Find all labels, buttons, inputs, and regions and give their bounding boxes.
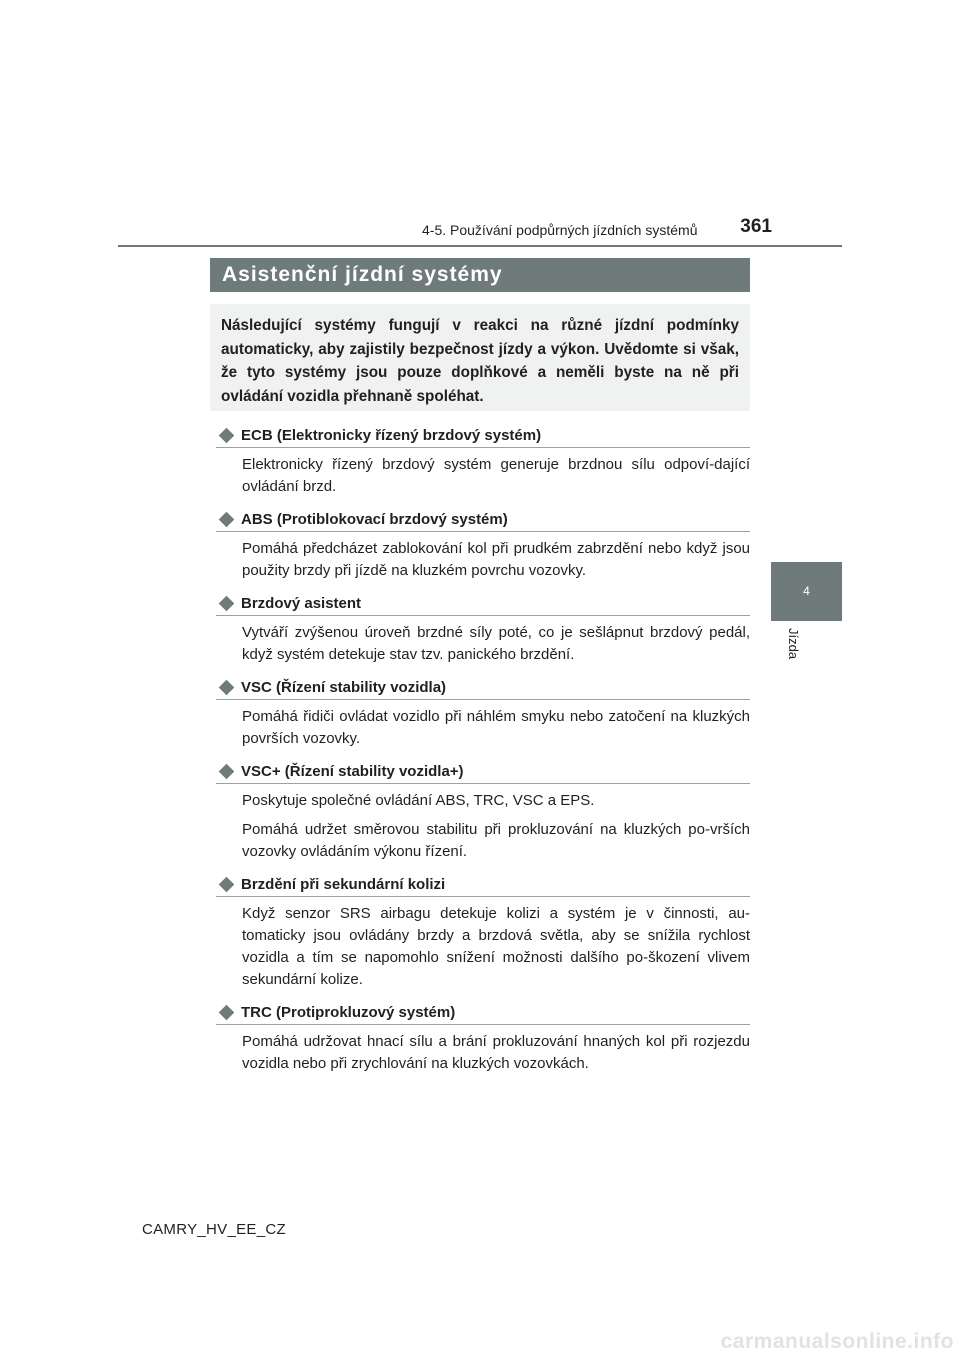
section-body <box>216 622 750 666</box>
section-heading <box>216 507 750 532</box>
page-title: Asistenční jízdní systémy <box>210 258 750 292</box>
diamond-bullet-icon <box>219 876 235 892</box>
section-body <box>216 454 750 498</box>
section-paragraph: Pomáhá předcházet zablokování kol při prudkém zabrzdění nebo když jsou použity brzdy při jízdě na kluzkém povrchu vozovky. <box>242 540 750 579</box>
section-paragraph: Vytváří zvýšenou úroveň brzdné síly poté, co je sešlápnut brzdový pedál, když systém detekuje stav tzv. panického brzdění. <box>242 624 750 663</box>
page-number: 361 <box>740 216 772 237</box>
section-paragraph: Pomáhá udržovat hnací sílu a brání prokluzování hnaných kol při rozjezdu vozidla nebo při zrychlování na kluzkých vozovkách. <box>242 1033 750 1072</box>
section-heading <box>216 1000 750 1025</box>
section-heading-text: TRC (Protiprokluzový systém) <box>241 1003 456 1021</box>
section-item <box>216 507 750 582</box>
diamond-bullet-icon <box>219 1004 235 1020</box>
section-paragraph: Když senzor SRS airbagu detekuje kolizi a systém je v činnosti, au-tomaticky jsou ovládány brzdy a brzdová světla, aby se snížila rychlost vozidla a tím se napomohlo snížení možnosti dalšího po-škození vlivem sekundární kolize. <box>242 905 750 988</box>
section-body <box>216 706 750 750</box>
section-heading-text: ECB (Elektronicky řízený brzdový systém) <box>241 426 542 444</box>
section-heading <box>216 872 750 897</box>
section-body <box>216 1031 750 1075</box>
section-heading-text: Brzdění při sekundární kolizi <box>241 875 446 893</box>
diamond-bullet-icon <box>219 763 235 779</box>
section-heading-text: Brzdový asistent <box>241 594 362 612</box>
section-heading <box>216 591 750 616</box>
diamond-bullet-icon <box>219 511 235 527</box>
section-item <box>216 675 750 750</box>
section-item <box>216 759 750 863</box>
intro-text: Následující systémy fungují v reakci na různé jízdní podmínky automaticky, aby zajistily bezpečnost jízdy a výkon. Uvědomte si však, že tyto systémy jsou pouze doplňkové a neměli byste na ně při ovládání vozidla přehnaně spoléhat. <box>221 317 739 405</box>
section-heading <box>216 759 750 784</box>
sections-list <box>216 423 750 1084</box>
section-heading-text: ABS (Protiblokovací brzdový systém) <box>241 510 508 528</box>
chapter-label: Jízda <box>786 628 801 660</box>
section-heading <box>216 423 750 448</box>
section-item <box>216 423 750 498</box>
diamond-bullet-icon <box>219 679 235 695</box>
header-divider <box>118 245 842 247</box>
section-body <box>216 538 750 582</box>
intro-box <box>210 304 750 411</box>
footer-document-code: CAMRY_HV_EE_CZ <box>142 1221 286 1238</box>
section-item <box>216 872 750 991</box>
section-body <box>216 903 750 991</box>
section-item <box>216 1000 750 1075</box>
diamond-bullet-icon <box>219 427 235 443</box>
section-heading <box>216 675 750 700</box>
section-heading-text: VSC+ (Řízení stability vozidla+) <box>241 762 464 780</box>
section-paragraph: Pomáhá udržet směrovou stabilitu při prokluzování na kluzkých po-vrších vozovky ovládáním výkonu řízení. <box>242 821 750 860</box>
header-section-title: 4-5. Používání podpůrných jízdních systémů <box>422 222 698 238</box>
watermark: carmanualsonline.info <box>720 1330 954 1353</box>
section-item <box>216 591 750 666</box>
section-paragraph: Pomáhá řidiči ovládat vozidlo při náhlém smyku nebo zatočení na kluzkých površích vozovky. <box>242 708 750 747</box>
section-paragraph: Elektronicky řízený brzdový systém generuje brzdnou sílu odpoví-dající ovládání brzd. <box>242 456 750 495</box>
section-heading-text: VSC (Řízení stability vozidla) <box>241 678 447 696</box>
section-body <box>216 790 750 863</box>
chapter-tab: 4 <box>771 562 842 621</box>
section-paragraph: Poskytuje společné ovládání ABS, TRC, VSC a EPS. <box>242 792 595 809</box>
diamond-bullet-icon <box>219 595 235 611</box>
